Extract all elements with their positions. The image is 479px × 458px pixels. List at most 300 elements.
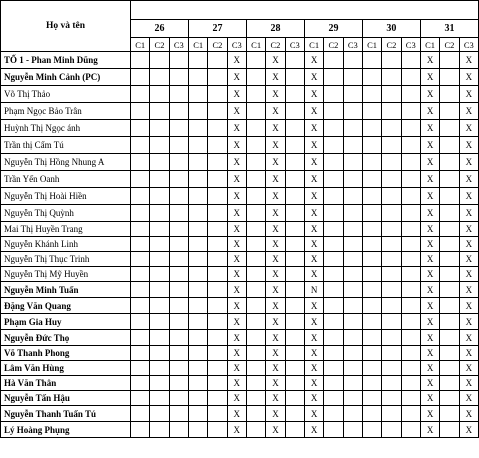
- table-row: [1, 154, 479, 171]
- table-row: [1, 252, 479, 267]
- shift-cell: [343, 69, 362, 86]
- shift-cell: [131, 222, 150, 237]
- day-header: 26: [131, 20, 189, 38]
- day-header: 31: [420, 20, 478, 38]
- shift-cell: [401, 86, 420, 103]
- shift-cell: [324, 376, 343, 391]
- shift-cell: [401, 188, 420, 205]
- shift-cell: [208, 222, 227, 237]
- shift-cell: [362, 86, 381, 103]
- shift-header: C3: [459, 38, 478, 52]
- table-row: [1, 171, 479, 188]
- shift-cell: [208, 267, 227, 282]
- shift-cell: [401, 406, 420, 422]
- shift-cell: X: [266, 52, 285, 69]
- shift-cell: [285, 267, 304, 282]
- shift-cell: [188, 346, 207, 361]
- employee-name: Nguyễn Tấn Hậu: [1, 391, 131, 406]
- shift-cell: X: [459, 376, 478, 391]
- shift-cell: [401, 282, 420, 298]
- shift-cell: X: [459, 137, 478, 154]
- shift-header: C2: [266, 38, 285, 52]
- shift-cell: X: [227, 422, 246, 438]
- shift-cell: [382, 154, 401, 171]
- shift-header: C1: [420, 38, 439, 52]
- shift-cell: [324, 330, 343, 346]
- shift-cell: [169, 391, 188, 406]
- shift-cell: [150, 330, 169, 346]
- shift-cell: [440, 376, 459, 391]
- shift-cell: [188, 237, 207, 252]
- shift-cell: [131, 252, 150, 267]
- shift-cell: [131, 188, 150, 205]
- employee-name: Trần thị Cẩm Tú: [1, 137, 131, 154]
- shift-cell: X: [420, 376, 439, 391]
- shift-cell: [208, 137, 227, 154]
- shift-cell: [362, 222, 381, 237]
- shift-cell: [246, 205, 265, 222]
- shift-cell: [131, 314, 150, 330]
- shift-header: C2: [324, 38, 343, 52]
- shift-cell: [131, 154, 150, 171]
- shift-cell: [150, 298, 169, 314]
- table-row: [1, 346, 479, 361]
- shift-cell: [246, 391, 265, 406]
- shift-cell: [188, 69, 207, 86]
- shift-cell: [285, 361, 304, 376]
- shift-cell: [401, 154, 420, 171]
- shift-header: C3: [227, 38, 246, 52]
- shift-cell: [440, 252, 459, 267]
- shift-cell: [440, 346, 459, 361]
- shift-cell: [401, 361, 420, 376]
- shift-cell: [343, 252, 362, 267]
- shift-cell: X: [420, 69, 439, 86]
- shift-cell: [343, 205, 362, 222]
- shift-cell: [208, 52, 227, 69]
- shift-cell: [188, 391, 207, 406]
- shift-cell: [188, 422, 207, 438]
- shift-cell: [169, 120, 188, 137]
- shift-cell: X: [227, 406, 246, 422]
- shift-cell: [246, 222, 265, 237]
- shift-cell: [440, 298, 459, 314]
- shift-cell: [188, 252, 207, 267]
- shift-cell: [401, 120, 420, 137]
- shift-cell: [246, 252, 265, 267]
- shift-cell: [169, 346, 188, 361]
- employee-name: Đặng Văn Quang: [1, 298, 131, 314]
- shift-cell: [324, 120, 343, 137]
- shift-cell: X: [227, 376, 246, 391]
- shift-cell: [362, 252, 381, 267]
- shift-cell: [246, 267, 265, 282]
- shift-cell: X: [420, 314, 439, 330]
- shift-cell: X: [304, 171, 323, 188]
- shift-cell: [440, 120, 459, 137]
- shift-cell: X: [459, 361, 478, 376]
- shift-cell: X: [420, 86, 439, 103]
- shift-cell: [169, 154, 188, 171]
- shift-cell: [343, 406, 362, 422]
- shift-cell: [246, 346, 265, 361]
- shift-header: C3: [169, 38, 188, 52]
- shift-cell: [131, 298, 150, 314]
- shift-cell: [440, 52, 459, 69]
- table-row: [1, 137, 479, 154]
- shift-cell: [246, 103, 265, 120]
- shift-cell: [440, 237, 459, 252]
- shift-cell: X: [304, 52, 323, 69]
- shift-cell: [208, 86, 227, 103]
- shift-cell: [285, 69, 304, 86]
- shift-cell: [131, 52, 150, 69]
- shift-cell: X: [459, 154, 478, 171]
- shift-cell: X: [420, 205, 439, 222]
- shift-cell: [401, 314, 420, 330]
- shift-cell: [382, 205, 401, 222]
- shift-cell: [401, 346, 420, 361]
- shift-cell: [362, 406, 381, 422]
- shift-cell: [285, 222, 304, 237]
- shift-cell: [440, 330, 459, 346]
- employee-name: Nguyễn Thị Thục Trinh: [1, 252, 131, 267]
- shift-cell: [208, 376, 227, 391]
- shift-cell: [188, 86, 207, 103]
- shift-cell: X: [266, 252, 285, 267]
- shift-cell: [343, 52, 362, 69]
- header-spacer: [131, 1, 479, 20]
- shift-cell: X: [459, 86, 478, 103]
- shift-cell: X: [227, 154, 246, 171]
- shift-cell: [169, 330, 188, 346]
- shift-cell: X: [420, 137, 439, 154]
- shift-cell: [382, 137, 401, 154]
- shift-cell: X: [459, 282, 478, 298]
- shift-cell: [188, 205, 207, 222]
- shift-cell: [169, 69, 188, 86]
- shift-cell: [324, 391, 343, 406]
- shift-cell: [382, 361, 401, 376]
- shift-cell: [285, 391, 304, 406]
- shift-cell: [169, 298, 188, 314]
- shift-cell: [150, 391, 169, 406]
- shift-cell: X: [420, 406, 439, 422]
- shift-cell: [401, 137, 420, 154]
- shift-cell: [150, 69, 169, 86]
- shift-cell: [324, 222, 343, 237]
- table-row: [1, 120, 479, 137]
- shift-cell: X: [266, 137, 285, 154]
- shift-cell: [343, 298, 362, 314]
- shift-cell: [150, 346, 169, 361]
- shift-header: C1: [362, 38, 381, 52]
- shift-cell: X: [227, 361, 246, 376]
- shift-cell: [382, 282, 401, 298]
- shift-cell: [246, 376, 265, 391]
- shift-cell: [382, 252, 401, 267]
- shift-cell: [208, 346, 227, 361]
- shift-cell: [401, 69, 420, 86]
- table-row: [1, 205, 479, 222]
- shift-cell: [188, 52, 207, 69]
- shift-cell: [169, 86, 188, 103]
- shift-cell: X: [304, 137, 323, 154]
- shift-cell: X: [459, 188, 478, 205]
- shift-cell: X: [459, 69, 478, 86]
- shift-cell: [440, 267, 459, 282]
- shift-cell: [285, 346, 304, 361]
- shift-cell: [382, 346, 401, 361]
- shift-header: C3: [343, 38, 362, 52]
- shift-cell: [362, 282, 381, 298]
- shift-cell: [324, 137, 343, 154]
- employee-name: Phạm Gia Huy: [1, 314, 131, 330]
- shift-cell: X: [304, 237, 323, 252]
- shift-cell: [362, 103, 381, 120]
- shift-cell: [382, 171, 401, 188]
- shift-cell: [246, 422, 265, 438]
- shift-cell: [150, 237, 169, 252]
- shift-cell: [362, 422, 381, 438]
- shift-cell: [208, 361, 227, 376]
- shift-cell: X: [227, 252, 246, 267]
- table-row: [1, 376, 479, 391]
- shift-cell: X: [266, 376, 285, 391]
- shift-cell: X: [266, 103, 285, 120]
- shift-cell: [362, 237, 381, 252]
- shift-cell: [131, 171, 150, 188]
- shift-cell: X: [227, 391, 246, 406]
- shift-cell: [401, 298, 420, 314]
- schedule-body: [1, 52, 479, 438]
- shift-cell: [401, 330, 420, 346]
- shift-cell: [285, 406, 304, 422]
- shift-cell: [324, 205, 343, 222]
- shift-cell: [362, 188, 381, 205]
- shift-cell: [285, 137, 304, 154]
- shift-cell: X: [304, 330, 323, 346]
- shift-cell: [382, 52, 401, 69]
- shift-cell: [382, 103, 401, 120]
- shift-cell: X: [304, 267, 323, 282]
- shift-cell: [285, 422, 304, 438]
- shift-cell: [188, 171, 207, 188]
- shift-cell: [150, 406, 169, 422]
- shift-cell: [285, 86, 304, 103]
- table-row: [1, 86, 479, 103]
- shift-cell: [208, 237, 227, 252]
- shift-cell: [285, 314, 304, 330]
- shift-cell: [131, 346, 150, 361]
- shift-cell: [440, 137, 459, 154]
- shift-cell: X: [227, 137, 246, 154]
- shift-cell: X: [420, 120, 439, 137]
- shift-header: C1: [131, 38, 150, 52]
- shift-cell: [382, 69, 401, 86]
- shift-cell: [362, 137, 381, 154]
- shift-cell: [362, 361, 381, 376]
- shift-cell: [362, 267, 381, 282]
- shift-cell: X: [420, 298, 439, 314]
- shift-cell: [285, 188, 304, 205]
- shift-cell: [324, 154, 343, 171]
- shift-cell: [131, 86, 150, 103]
- shift-cell: [208, 171, 227, 188]
- shift-cell: [285, 171, 304, 188]
- shift-cell: [246, 120, 265, 137]
- shift-cell: [208, 422, 227, 438]
- shift-cell: [246, 69, 265, 86]
- shift-cell: [440, 103, 459, 120]
- shift-cell: [246, 86, 265, 103]
- shift-cell: [150, 361, 169, 376]
- shift-cell: [246, 171, 265, 188]
- shift-cell: X: [266, 314, 285, 330]
- table-row: [1, 103, 479, 120]
- employee-name: Lý Hoàng Phụng: [1, 422, 131, 438]
- employee-name: Nguyễn Thị Mỹ Huyền: [1, 267, 131, 282]
- shift-cell: [362, 205, 381, 222]
- shift-cell: [188, 282, 207, 298]
- shift-cell: X: [227, 346, 246, 361]
- shift-cell: [208, 298, 227, 314]
- shift-cell: [188, 267, 207, 282]
- shift-header: C1: [246, 38, 265, 52]
- shift-cell: [343, 103, 362, 120]
- shift-cell: [382, 314, 401, 330]
- shift-cell: X: [459, 422, 478, 438]
- shift-cell: [382, 391, 401, 406]
- shift-cell: X: [459, 237, 478, 252]
- shift-cell: [131, 282, 150, 298]
- name-column-header: Họ và tên: [1, 1, 131, 52]
- shift-cell: [169, 376, 188, 391]
- table-row: [1, 282, 479, 298]
- shift-cell: [324, 252, 343, 267]
- shift-cell: [343, 267, 362, 282]
- shift-cell: X: [227, 237, 246, 252]
- shift-cell: [440, 222, 459, 237]
- shift-cell: X: [266, 237, 285, 252]
- shift-cell: X: [459, 314, 478, 330]
- shift-cell: X: [304, 422, 323, 438]
- shift-cell: [343, 391, 362, 406]
- employee-name: Võ Thanh Phong: [1, 346, 131, 361]
- table-row: [1, 237, 479, 252]
- shift-cell: [440, 406, 459, 422]
- shift-header: C3: [285, 38, 304, 52]
- shift-cell: [188, 330, 207, 346]
- shift-cell: X: [459, 346, 478, 361]
- shift-cell: X: [304, 120, 323, 137]
- shift-cell: [343, 137, 362, 154]
- shift-cell: X: [420, 222, 439, 237]
- shift-cell: [440, 205, 459, 222]
- shift-cell: X: [420, 391, 439, 406]
- shift-cell: X: [459, 103, 478, 120]
- shift-cell: [169, 205, 188, 222]
- employee-name: Võ Thị Thảo: [1, 86, 131, 103]
- shift-cell: [246, 188, 265, 205]
- table-row: [1, 361, 479, 376]
- shift-cell: [131, 422, 150, 438]
- shift-cell: [343, 171, 362, 188]
- day-header: 28: [246, 20, 304, 38]
- shift-cell: X: [304, 103, 323, 120]
- shift-cell: X: [304, 205, 323, 222]
- shift-cell: X: [266, 120, 285, 137]
- shift-cell: X: [227, 298, 246, 314]
- shift-cell: X: [266, 282, 285, 298]
- shift-cell: [285, 120, 304, 137]
- shift-cell: X: [459, 52, 478, 69]
- shift-cell: [150, 103, 169, 120]
- shift-cell: [150, 154, 169, 171]
- employee-name: Nguyễn Minh Tuấn: [1, 282, 131, 298]
- shift-cell: X: [304, 376, 323, 391]
- shift-cell: [440, 171, 459, 188]
- shift-cell: [382, 86, 401, 103]
- shift-cell: [150, 314, 169, 330]
- shift-cell: X: [420, 171, 439, 188]
- shift-cell: [150, 205, 169, 222]
- shift-cell: [382, 222, 401, 237]
- shift-cell: [131, 406, 150, 422]
- shift-cell: [169, 406, 188, 422]
- shift-cell: [246, 314, 265, 330]
- shift-cell: [188, 120, 207, 137]
- shift-cell: [150, 171, 169, 188]
- shift-cell: X: [227, 103, 246, 120]
- shift-cell: X: [227, 314, 246, 330]
- shift-cell: X: [266, 267, 285, 282]
- shift-cell: [324, 298, 343, 314]
- shift-cell: [208, 282, 227, 298]
- shift-header: C3: [401, 38, 420, 52]
- shift-cell: [401, 376, 420, 391]
- employee-name: Trần Yến Oanh: [1, 171, 131, 188]
- shift-cell: [401, 252, 420, 267]
- shift-header: C2: [150, 38, 169, 52]
- shift-cell: [343, 188, 362, 205]
- shift-cell: [131, 237, 150, 252]
- top-spacer-row: [1, 1, 479, 20]
- shift-cell: [169, 282, 188, 298]
- shift-cell: [382, 330, 401, 346]
- shift-cell: [208, 314, 227, 330]
- shift-cell: [440, 391, 459, 406]
- shift-cell: [440, 314, 459, 330]
- shift-cell: [362, 171, 381, 188]
- shift-header: C2: [440, 38, 459, 52]
- shift-cell: [188, 361, 207, 376]
- shift-cell: [131, 69, 150, 86]
- shift-cell: [382, 267, 401, 282]
- shift-cell: [362, 346, 381, 361]
- shift-cell: [169, 52, 188, 69]
- shift-cell: X: [304, 69, 323, 86]
- shift-cell: [131, 391, 150, 406]
- employee-name: Phạm Ngọc Bảo Trân: [1, 103, 131, 120]
- shift-cell: [382, 188, 401, 205]
- shift-cell: X: [266, 298, 285, 314]
- shift-cell: [401, 222, 420, 237]
- shift-cell: [440, 154, 459, 171]
- shift-cell: [343, 330, 362, 346]
- shift-cell: [285, 154, 304, 171]
- shift-cell: X: [304, 188, 323, 205]
